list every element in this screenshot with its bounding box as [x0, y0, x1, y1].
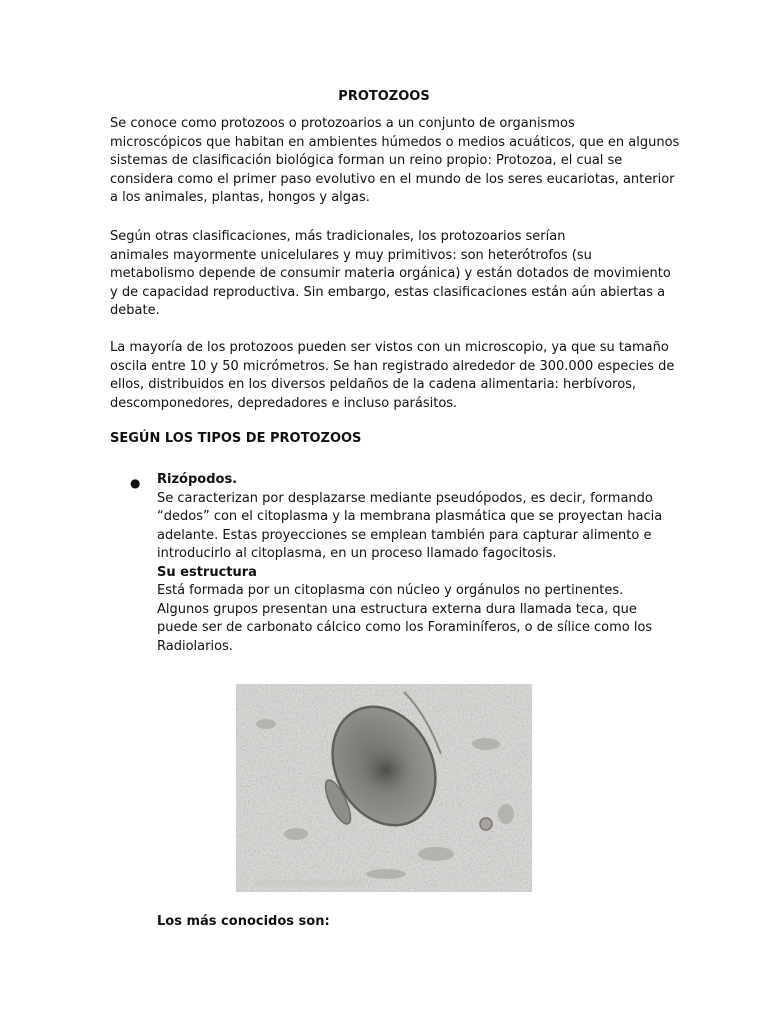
paragraph-line: a los animales, plantas, hongos y algas.: [110, 190, 370, 205]
paragraph-line: sistemas de clasificación biológica forman un reino propio: Protozoa, el cual se: [110, 153, 623, 168]
paragraph-line: y de capacidad reproductiva. Sin embargo, estas clasificaciones están aún abiertas a: [110, 284, 666, 300]
micrograph-amoeba-icon: [236, 684, 532, 892]
bullet-line: puede ser de carbonato cálcico como los Foraminíferos, o de sílice como los: [157, 620, 653, 635]
paragraph-line: animales mayormente unicelulares y muy primitivos: son heterótrofos (su: [110, 247, 592, 263]
bullet-item-rizopodos: [157, 471, 677, 656]
paragraph-intro: [110, 115, 680, 208]
paragraph-line: debate.: [110, 303, 160, 318]
bullet-marker: ●: [130, 476, 141, 490]
closing-heading: Los más conocidos son:: [157, 914, 330, 929]
page-title: PROTOZOOS: [338, 89, 430, 104]
paragraph-line: microscópicos que habitan en ambientes húmedos o medios acuáticos, que en algunos: [110, 134, 680, 150]
bullet-line: Radiolarios.: [157, 638, 233, 654]
bullet-line: Algunos grupos presentan una estructura externa dura llamada teca, que: [157, 601, 637, 617]
bullet-line: Se caracterizan por desplazarse mediante pseudópodos, es decir, formando: [157, 490, 653, 506]
bullet-line: Está formada por un citoplasma con núcleo y orgánulos no pertinentes.: [157, 583, 624, 598]
paragraph-line: Se conoce como protozoos o protozoarios a un conjunto de organismos: [110, 116, 575, 131]
bullet-line: adelante. Estas proyecciones se emplean también para capturar alimento e: [157, 527, 652, 543]
paragraph-line: descomponedores, depredadores e incluso parásitos.: [110, 395, 458, 411]
paragraph-line: La mayoría de los protozoos pueden ser vistos con un microscopio, ya que su tamaño: [110, 340, 669, 355]
paragraph-line: ellos, distribuidos en los diversos peldaños de la cadena alimentaria: herbívoros,: [110, 377, 637, 392]
paragraph-size: [110, 339, 675, 413]
paragraph-line: oscila entre 10 y 50 micrómetros. Se han registrado alrededor de 300.000 especies de: [110, 358, 675, 374]
bullet-line: introducirlo al citoplasma, en un proceso llamado fagocitosis.: [157, 546, 557, 561]
bullet-title: Rizópodos.: [157, 472, 238, 487]
paragraph-line: metabolismo depende de consumir materia orgánica) y están dotados de movimiento: [110, 266, 671, 281]
section-heading: SEGÚN LOS TIPOS DE PROTOZOOS: [110, 431, 362, 446]
paragraph-classification: [110, 228, 670, 321]
bullet-subheading: Su estructura: [157, 564, 257, 580]
paragraph-line: considera como el primer paso evolutivo en el mundo de los seres eucariotas, anterior: [110, 171, 675, 187]
bullet-line: “dedos” con el citoplasma y la membrana plasmática que se proyectan hacia: [157, 509, 663, 524]
paragraph-line: Según otras clasificaciones, más tradicionales, los protozoarios serían: [110, 229, 566, 244]
